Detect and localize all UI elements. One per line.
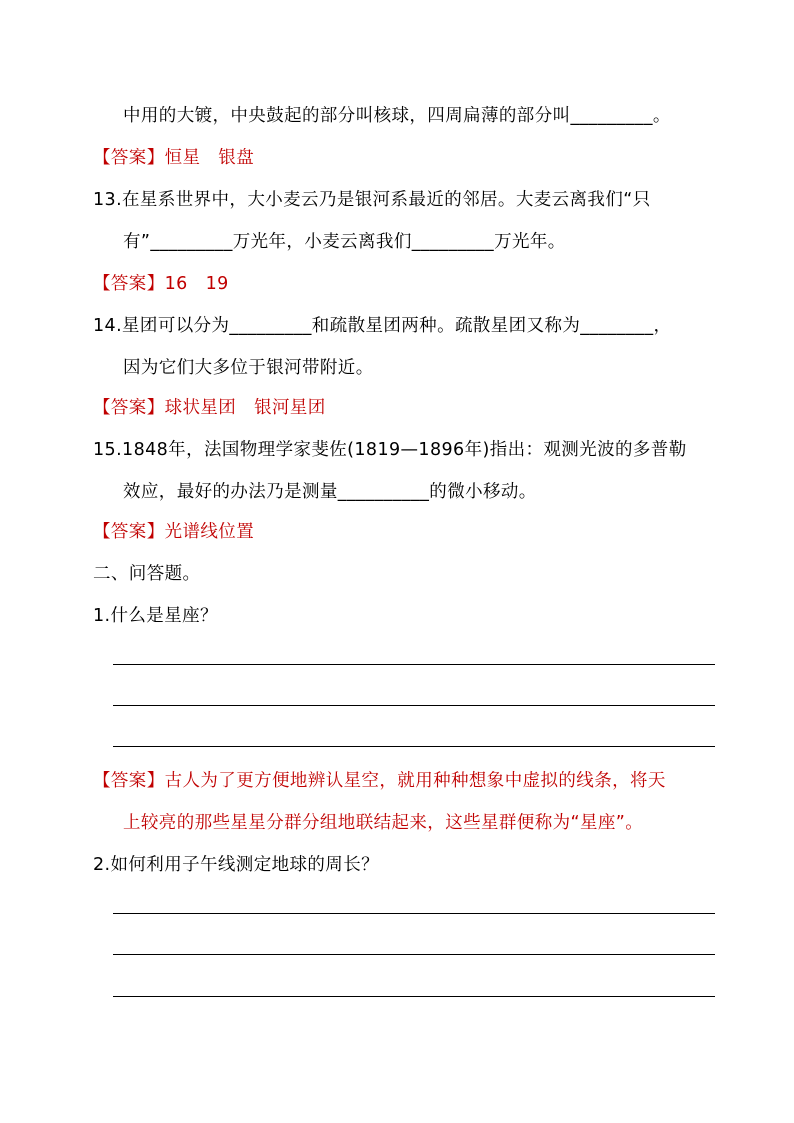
answer-line[interactable] xyxy=(113,954,715,955)
answer-line[interactable] xyxy=(113,705,715,706)
line-q12-tail: 中用的大镀，中央鼓起的部分叫核球，四周扁薄的部分叫_________。 xyxy=(123,106,671,126)
answer-text: 古人为了更方便地辨认星空，就用种种想象中虚拟的线条，将天 xyxy=(164,771,666,791)
question-14-line1: 14.星团可以分为_________和疏散星团两种。疏散星团又称为________， xyxy=(93,316,672,336)
question-15-line1: 15.1848年，法国物理学家斐佐(1819—1896年)指出：观测光波的多普勒 xyxy=(93,440,687,460)
answer-label: 【答案】 xyxy=(93,148,165,168)
question-13-line2: 有”_________万光年，小麦云离我们_________万光年。 xyxy=(123,232,566,252)
question-13-line1: 13.在星系世界中，大小麦云乃是银河系最近的邻居。大麦云离我们“只 xyxy=(93,190,651,210)
answer-label: 【答案】 xyxy=(93,771,165,791)
section-heading: 二、问答题。 xyxy=(93,564,201,584)
essay-question-1: 1.什么是星座？ xyxy=(93,606,218,626)
answer-text: 恒星 银盘 xyxy=(164,148,255,168)
answer-label: 【答案】 xyxy=(93,398,165,418)
answer-13 xyxy=(93,272,229,296)
essay-answer-1-line2: 上较亮的那些星星分群分组地联结起来，这些星群便称为“星座”。 xyxy=(123,813,644,833)
answer-15 xyxy=(93,520,254,544)
answer-text: 球状星团 银河星团 xyxy=(164,398,326,418)
answer-14 xyxy=(93,396,326,420)
essay-answer-1-line1 xyxy=(93,769,666,793)
answer-line[interactable] xyxy=(113,664,715,665)
question-15-line2: 效应，最好的办法乃是测量__________的微小移动。 xyxy=(123,482,537,502)
essay-question-2: 2.如何利用子午线测定地球的周长？ xyxy=(93,855,379,875)
answer-label: 【答案】 xyxy=(93,522,165,542)
answer-text: 光谱线位置 xyxy=(164,522,255,542)
answer-text: 16 19 xyxy=(164,274,229,294)
answer-12 xyxy=(93,146,254,170)
answer-label: 【答案】 xyxy=(93,274,165,294)
answer-line[interactable] xyxy=(113,746,715,747)
answer-line[interactable] xyxy=(113,913,715,914)
question-14-line2: 因为它们大多位于银河带附近。 xyxy=(123,358,374,378)
answer-line[interactable] xyxy=(113,996,715,997)
